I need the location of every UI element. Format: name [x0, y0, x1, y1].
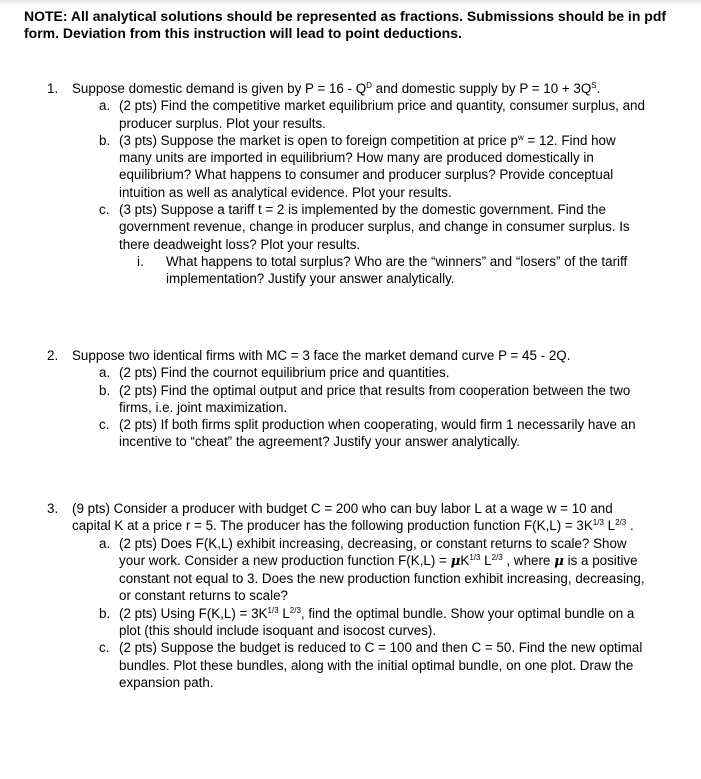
- question-2c: [99, 416, 647, 451]
- q1b-text-part: (3 pts) Suppose the market is open to foreign competition at price p: [119, 132, 518, 148]
- question-3a: [99, 535, 647, 605]
- question-1a-text: (2 pts) Find the competitive market equilibrium price and quantity, consumer surplus, and producer surplus. Plot your results.: [119, 98, 645, 131]
- question-1-number: 1.: [47, 81, 59, 96]
- q3b-text-part: (2 pts) Using F(K,L) = 3K: [119, 605, 268, 621]
- mu-symbol: μ: [450, 552, 461, 569]
- question-3: [47, 500, 647, 691]
- question-2c-text: (2 pts) If both firms split production when cooperating, would firm 1 necessarily have an incentive to “cheat” the agreement? Justify your answer analytically.: [119, 417, 636, 450]
- q1-demand-sup: D: [366, 81, 372, 90]
- question-2a-text: (2 pts) Find the cournot equilibrium price and quantities.: [119, 365, 450, 381]
- q3-exponent: 2/3: [615, 518, 627, 528]
- question-2-number: 2.: [47, 348, 59, 363]
- question-2a-label: a.: [99, 365, 111, 381]
- question-2b-label: b.: [99, 382, 111, 398]
- question-3-stem: [47, 500, 647, 535]
- q1-text-part: and domestic supply by P = 10 + 3Q: [371, 81, 592, 96]
- q3b-text-part: L: [278, 605, 290, 621]
- q3b-exponent: 2/3: [289, 605, 301, 615]
- question-1a-label: a.: [99, 98, 111, 114]
- question-3c-label: c.: [99, 640, 110, 656]
- q3-text-part: .: [626, 518, 634, 534]
- q1-text-part: Suppose domestic demand is given by P = 16 - Q: [72, 81, 367, 96]
- question-1c-i-label: i.: [137, 253, 144, 269]
- q3-exponent: 1/3: [592, 518, 604, 528]
- question-2b: [99, 382, 647, 417]
- question-1c-i: [137, 253, 647, 288]
- question-3c: [99, 639, 647, 691]
- q3a-text-part: K: [460, 552, 470, 568]
- question-1-stem: [47, 80, 647, 97]
- q3a-exponent: 1/3: [469, 552, 481, 562]
- question-2-stem: [47, 347, 647, 364]
- q3a-text-part: , where: [502, 552, 555, 568]
- q3-text-part: L: [603, 518, 616, 534]
- q1b-world-sup: w: [517, 132, 524, 142]
- question-2: [47, 347, 647, 451]
- question-3a-label: a.: [99, 535, 111, 551]
- question-2c-label: c.: [99, 417, 110, 433]
- q3a-exponent: 2/3: [491, 552, 503, 562]
- question-3b-label: b.: [99, 605, 111, 621]
- q1-text-part: .: [596, 81, 601, 96]
- q1-supply-sup: S: [591, 81, 597, 90]
- question-1c: [99, 201, 647, 253]
- question-1: [47, 80, 647, 288]
- q3-text-part: (9 pts) Consider a producer with budget C = 200 who can buy labor L at a wage w = 10 and capital K at a price r = 5. The producer has the following production function F(K,L) = 3K: [72, 501, 613, 534]
- question-2-text: Suppose two identical firms with MC = 3 face the market demand curve P = 45 - 2Q.: [72, 348, 571, 363]
- note-heading: NOTE: All analytical solutions should be represented as fractions. Submissions should be in pdf form. Deviation from this instruction will lead to point deductions.: [24, 8, 667, 41]
- question-1c-text: (3 pts) Suppose a tariff t = 2 is implemented by the domestic government. Find the government revenue, change in producer surplus, and change in consumer surplus. Is there deadweight loss? Plot your results.: [119, 202, 630, 252]
- question-1c-i-text: What happens to total surplus? Who are the “winners” and “losers” of the tariff implementation? Justify your answer analytically.: [166, 253, 628, 287]
- question-1c-label: c.: [99, 202, 110, 218]
- q1b-text-part: = 12. Find how many units are imported in equilibrium? How many are produced domestically in equilibrium? What happens to consumer and producer surplus? Provide conceptual intuition as well as analytical evidence. Plot your results.: [119, 132, 616, 200]
- q3a-text-part: L: [480, 552, 492, 568]
- q3b-text-part: , find the optimal bundle. Show your optimal bundle on a plot (this should include isoquant and isocost curves).: [119, 605, 635, 639]
- q3a-text-part: (2 pts) Does F(K,L) exhibit increasing, decreasing, or constant returns to scale? Show your work. Consider a new production function F(K,L) =: [119, 535, 627, 568]
- question-3c-text: (2 pts) Suppose the budget is reduced to C = 100 and then C = 50. Find the new optimal bundles. Plot these bundles, along with the initial optimal bundle, on one plot. Draw the expansion path.: [119, 640, 643, 690]
- question-2b-text: (2 pts) Find the optimal output and price that results from cooperation between the two firms, i.e. joint maximization.: [119, 382, 631, 415]
- question-2a: [99, 364, 647, 381]
- q3b-exponent: 1/3: [267, 605, 279, 615]
- question-3b: [99, 605, 647, 640]
- top-shadow: [0, 0, 701, 6]
- question-1a: [99, 97, 647, 132]
- q3a-text-part: is a positive constant not equal to 3. Does the new production function exhibit increasing, decreasing, or constant returns to scale?: [119, 552, 645, 604]
- question-1b: [99, 132, 647, 201]
- question-3-number: 3.: [47, 501, 59, 516]
- question-1b-label: b.: [99, 132, 111, 148]
- mu-symbol: μ: [554, 552, 564, 569]
